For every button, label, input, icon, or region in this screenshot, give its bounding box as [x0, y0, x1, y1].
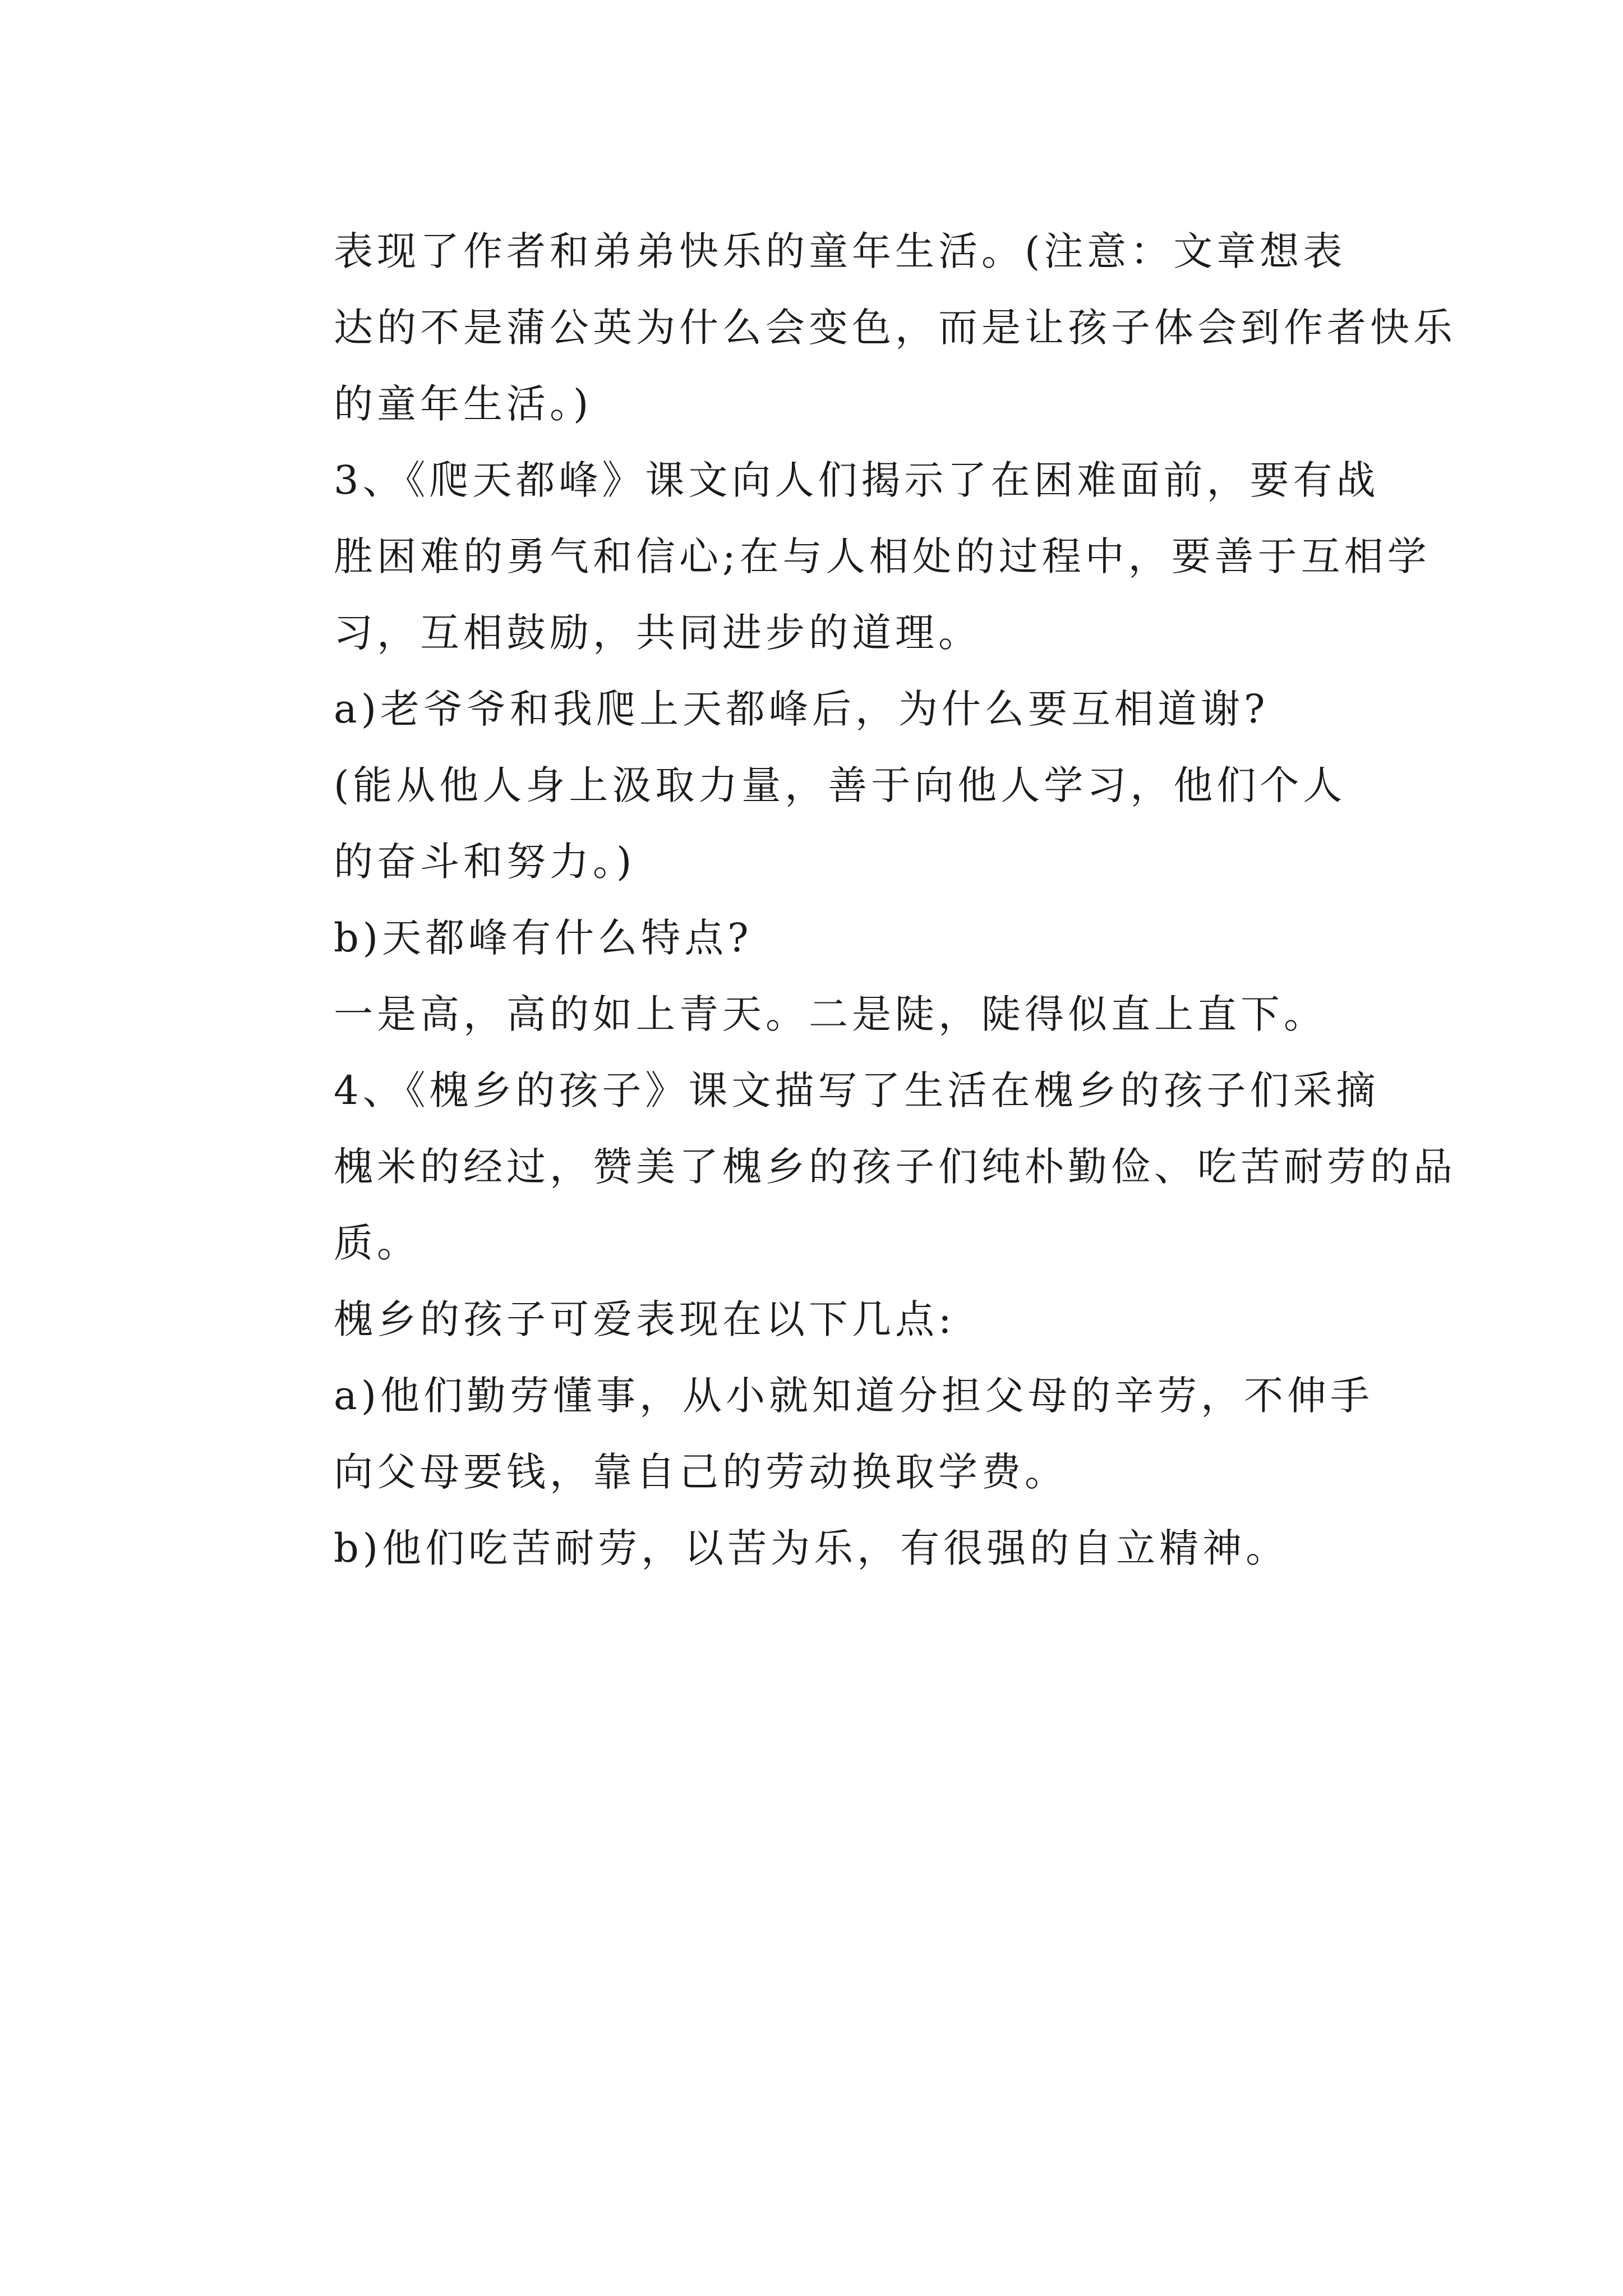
answer-a-mutual-thanks — [250, 747, 1382, 900]
text-line: 达的不是蒲公英为什么会变色，而是让孩子体会到作者快乐 — [334, 305, 1456, 351]
question-a-mutual-thanks — [250, 671, 1382, 747]
point-a-hardworking — [250, 1358, 1382, 1510]
paragraph-lovely-points-intro — [250, 1281, 1382, 1358]
text-line: 向父母要钱，靠自己的劳动换取学费。 — [334, 1449, 1068, 1495]
text-line: 胜困难的勇气和信心;在与人相处的过程中，要善于互相学 — [334, 533, 1431, 579]
paragraph-tiandu-peak-summary — [250, 442, 1431, 671]
text-line: 表现了作者和弟弟快乐的童年生活。(注意：文章想表 — [334, 228, 1347, 274]
text-line: 的童年生活。) — [334, 381, 593, 427]
text-line: 习，互相鼓励，共同进步的道理。 — [334, 610, 981, 656]
text-line: 一是高，高的如上青天。二是陡，陡得似直上直下。 — [334, 991, 1327, 1037]
text-line: a)老爷爷和我爬上天都峰后，为什么要互相道谢? — [334, 686, 1269, 732]
document-body — [250, 213, 1456, 1586]
text-line: 4、《槐乡的孩子》课文描写了生活在槐乡的孩子们采摘 — [334, 1068, 1380, 1114]
paragraph-dandelion-conclusion — [250, 213, 1456, 442]
text-line: 的奋斗和努力。) — [334, 839, 636, 885]
text-line: b)天都峰有什么特点? — [334, 915, 753, 961]
text-line: (能从他人身上汲取力量，善于向他人学习，他们个人 — [334, 762, 1347, 808]
text-line: b)他们吃苦耐劳，以苦为乐，有很强的自立精神。 — [334, 1525, 1289, 1571]
text-line: 3、《爬天都峰》课文向人们揭示了在困难面前，要有战 — [334, 457, 1380, 503]
answer-b-peak-features — [250, 976, 1382, 1052]
text-line: 槐米的经过，赞美了槐乡的孩子们纯朴勤俭、吃苦耐劳的品 — [334, 1144, 1456, 1190]
paragraph-huaixiang-children-summary — [250, 1052, 1456, 1281]
text-line: 槐乡的孩子可爱表现在以下几点: — [334, 1296, 956, 1342]
point-b-self-reliant — [250, 1510, 1382, 1586]
text-line: 质。 — [334, 1220, 420, 1266]
question-b-peak-features — [250, 900, 1382, 976]
text-line: a)他们勤劳懂事，从小就知道分担父母的辛劳，不伸手 — [334, 1373, 1374, 1419]
